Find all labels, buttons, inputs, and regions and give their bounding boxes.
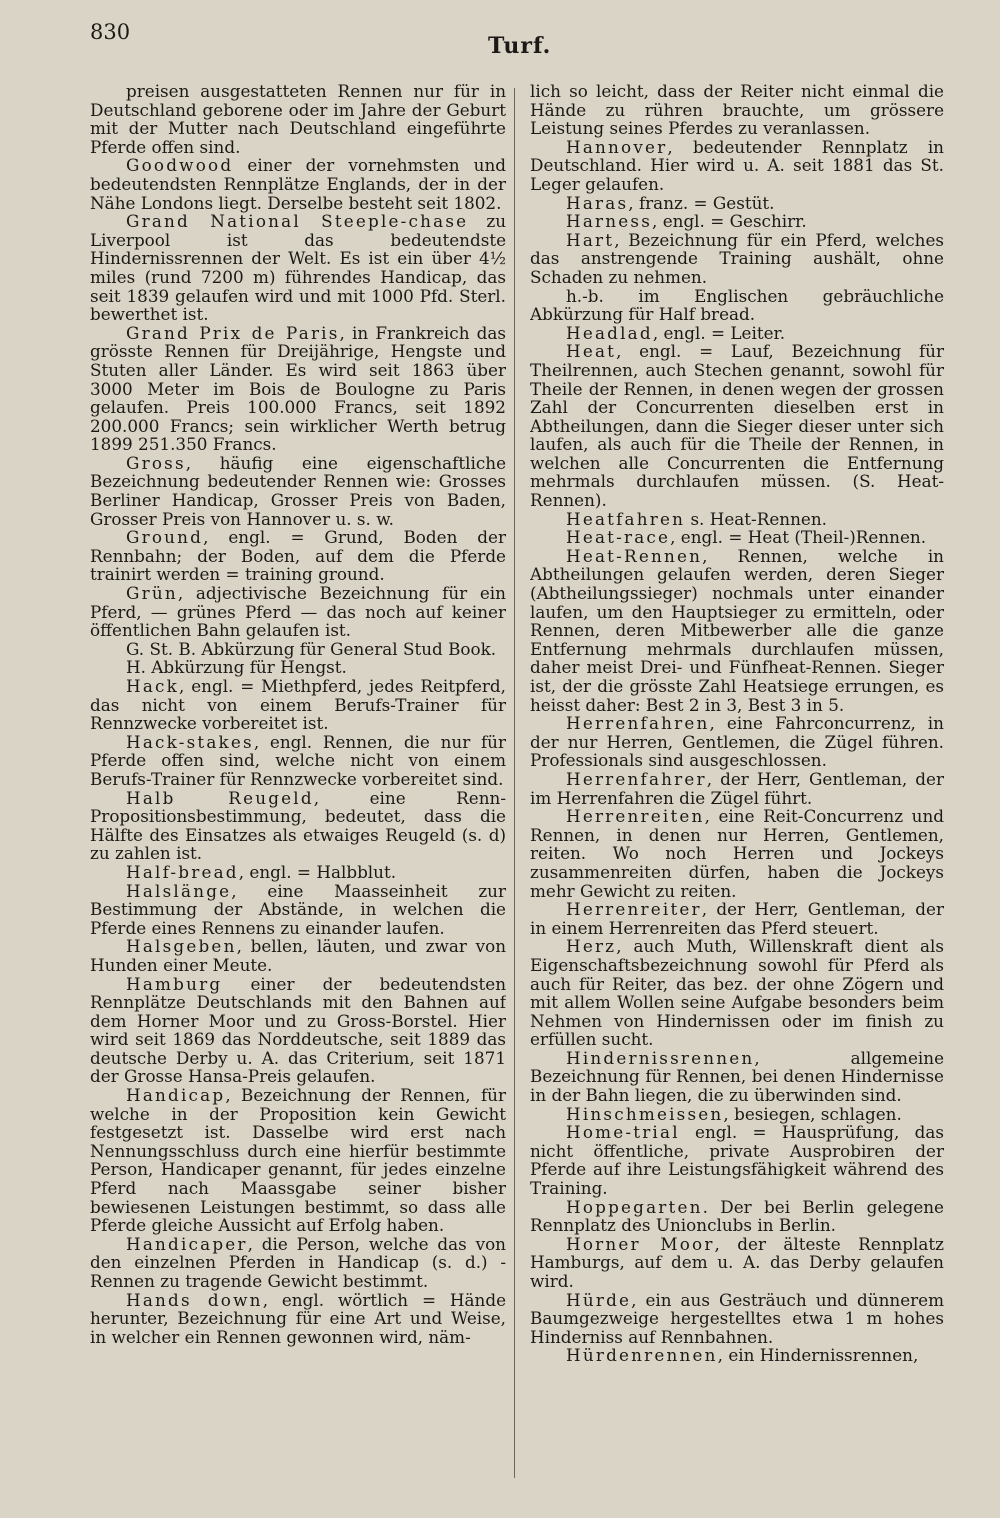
entry-text: , Bezeichnung für ein Pferd, welches das anstrengende Training aushält, ohne Schaden zu nehmen. <box>530 229 944 287</box>
entry-headword: Herrenfahren <box>566 713 710 734</box>
entry-headword: Handicaper <box>126 1233 248 1254</box>
entry-headword: Handicap <box>126 1085 226 1106</box>
dictionary-entry <box>530 138 944 194</box>
entry-text: , adjectivische Bezeichnung für ein Pferd, — grünes Pferd — das noch auf keiner öffentlichen Bahn gelaufen ist. <box>90 583 506 641</box>
entry-headword: Grand National Steeple-chase <box>126 211 469 232</box>
dictionary-entry <box>90 882 506 938</box>
entry-headword: Hack-stakes <box>126 731 254 752</box>
entry-headword: Hoppegarten <box>566 1196 703 1217</box>
entry-headword: Heatfahren <box>566 508 686 529</box>
entry-headword: Hürdenrennen <box>566 1345 718 1366</box>
entry-headword: Hart <box>566 229 615 250</box>
dictionary-entry <box>530 212 944 231</box>
entry-text: , bedeutender Rennplatz in Deutschland. Hier wird u. A. seit 1881 das St. Leger gelaufen. <box>530 136 944 194</box>
entry-headword: Heat <box>566 341 617 362</box>
entry-headword: Gross <box>126 452 186 473</box>
dictionary-entry <box>90 975 506 1087</box>
dictionary-entry <box>530 937 944 1049</box>
dictionary-entry <box>90 528 506 584</box>
entry-text: , der Herr, Gentleman, der im Herrenfahren die Zügel führt. <box>530 768 944 808</box>
dictionary-entry <box>530 900 944 937</box>
dictionary-entry <box>90 212 506 324</box>
dictionary-entry <box>90 82 506 156</box>
entry-text: lich so leicht, dass der Reiter nicht einmal die Hände zu rühren brauchte, um grössere Leistung seines Pferdes zu veranlassen. <box>530 82 944 139</box>
entry-headword: Halb Reugeld <box>126 787 314 808</box>
dictionary-entry <box>530 231 944 287</box>
entry-text: , engl. = Leiter. <box>652 322 786 343</box>
entry-headword: Home-trial <box>566 1122 680 1143</box>
entry-headword: Grand Prix de Paris <box>126 322 340 343</box>
dictionary-entry <box>530 547 944 714</box>
entry-text: zu Liverpool ist das bedeutendste Hindernissrennen der Welt. Es ist ein über 4½ miles (rund 7200 m) führendes Handicap, das seit 1839 gelaufen wird und mit 1000 Pfd. Sterl. bewerthet ist. <box>90 211 506 325</box>
entry-text: , allgemeine Bezeichnung für Rennen, bei denen Hindernisse in der Bahn liegen, die zu überwinden sind. <box>530 1047 944 1106</box>
entry-text: preisen ausgestatteten Rennen nur für in Deutschland geborene oder im Jahre der Geburt mit der Mutter nach Deutschland eingeführte Pferde offen sind. <box>90 82 506 157</box>
entry-text: , bellen, läuten, und zwar von Hunden einer Meute. <box>90 936 506 975</box>
entry-text: , häufig eine eigenschaftliche Bezeichnung bedeutender Rennen wie: Grosses Berliner Handicap, Grosser Preis von Baden, Grosser Preis von Hannover u. s. w. <box>90 452 506 529</box>
entry-text: , eine Renn-Propositionsbestimmung, bedeutet, dass die Hälfte des Einsatzes als etwaiges Reugeld (s. d) zu zahlen ist. <box>90 787 506 864</box>
entry-text: , der Herr, Gentleman, der in einem Herrenreiten das Pferd steuert. <box>530 899 944 938</box>
entry-headword: Hürde <box>566 1289 632 1310</box>
entry-text: , engl. = Halbblut. <box>238 861 397 882</box>
entry-text: , Bezeichnung der Rennen, für welche in der Proposition kein Gewicht festgesetzt ist. Dasselbe wird erst nach Nennungsschluss durch eine hierfür bestimmte Person, Handicaper genannt, für jedes einzelne Pferd nach Maassgabe seiner bisher bewiesenen Leistungen bestimmt, so dass alle Pferde gleiche Aussicht auf Erfolg haben. <box>90 1085 506 1236</box>
dictionary-entry <box>90 640 506 659</box>
entry-text: , engl. = Heat (Theil-)Rennen. <box>670 527 927 548</box>
entry-text: , der älteste Rennplatz Hamburgs, auf dem u. A. das Derby gelaufen wird. <box>530 1233 944 1291</box>
dictionary-entry <box>530 1105 944 1124</box>
entry-text: , in Frankreich das grösste Rennen für Dreijährige, Hengste und Stuten aller Länder. Es wird seit 1863 über 3000 Meter im Bois de Boulogne zu Paris gelaufen. Preis 100.000 Francs, seit 1892 200.000 Francs; sein wirklicher Werth betrug 1899 251.350 Francs. <box>90 322 506 455</box>
entry-headword: Grün <box>126 583 178 604</box>
dictionary-entry <box>530 510 944 529</box>
dictionary-entry <box>90 937 506 974</box>
right-column <box>530 82 944 1502</box>
entry-text: , besiegen, schlagen. <box>723 1103 902 1124</box>
dictionary-entry <box>530 1049 944 1105</box>
entry-headword: Goodwood <box>126 155 234 176</box>
running-head: Turf. <box>488 33 552 59</box>
dictionary-entry <box>530 1346 944 1365</box>
entry-text: s. Heat-Rennen. <box>685 508 827 529</box>
dictionary-entry <box>530 342 944 509</box>
dictionary-entry <box>530 1123 944 1197</box>
entry-headword: Hannover <box>566 136 668 157</box>
entry-headword: Horner Moor <box>566 1233 715 1254</box>
entry-headword: Herz <box>566 936 617 957</box>
entry-text: h.-b. im Englischen gebräuchliche Abkürzung für Half bread. <box>530 285 944 325</box>
dictionary-entry <box>530 287 944 324</box>
entry-headword: Herrenfahrer <box>566 768 707 789</box>
dictionary-entry <box>530 1198 944 1235</box>
entry-text: , engl. = Grund, Boden der Rennbahn; der Boden, auf dem die Pferde trainirt werden = training ground. <box>90 527 506 585</box>
entry-headword: Hands down <box>126 1289 263 1310</box>
entry-text: einer der bedeutendsten Rennplätze Deutschlands mit den Bahnen auf dem Horner Moor und zu Gross-Borstel. Hier wird seit 1869 das Norddeutsche, seit 1889 das deutsche Derby u. A. das Criterium, seit 1871 der Grosse Hansa-Preis gelaufen. <box>90 973 506 1087</box>
dictionary-entry <box>530 82 944 138</box>
entry-text: . Der bei Berlin gelegene Rennplatz des Unionclubs in Berlin. <box>530 1196 944 1236</box>
page-number: 830 <box>90 20 131 44</box>
entry-headword: Hack <box>126 676 180 696</box>
dictionary-entry <box>90 863 506 882</box>
entry-text: , die Person, welche das von den einzelnen Pferden in Handicap (s. d.) -Rennen zu tragende Gewicht bestimmt. <box>90 1233 506 1291</box>
dictionary-entry <box>90 584 506 640</box>
entry-headword: Hinschmeissen <box>566 1103 724 1124</box>
entry-text: , engl. = Lauf, Bezeichnung für Theilrennen, auch Stechen genannt, sowohl für Theile der Rennen, in denen wegen der grossen Zahl der Concurrenten dieselben erst in Abtheilungen, dann die Sieger dieser unter sich laufen, als auch für die Theile der Rennen, in welchen alle Concurrenten die Entfernung mehrmals durchlaufen müssen. (S. Heat-Rennen). <box>530 341 944 511</box>
entry-headword: Ground <box>126 527 204 548</box>
entry-text: H. Abkürzung für Hengst. <box>126 657 347 678</box>
entry-headword: Herrenreiter <box>566 899 702 920</box>
dictionary-entry <box>530 528 944 547</box>
entry-headword: Halslänge <box>126 880 232 901</box>
dictionary-entry <box>90 733 506 789</box>
entry-text: , ein aus Gesträuch und dünnerem Baumgezweige hergestelltes etwa 1 m hohes Hinderniss auf Rennbahnen. <box>530 1289 944 1347</box>
entry-text: , engl. = Geschirr. <box>652 211 807 232</box>
dictionary-entry <box>90 1086 506 1235</box>
entry-headword: Harness <box>566 211 653 232</box>
entry-text: einer der vornehmsten und bedeutendsten Rennplätze Englands, der in der Nähe Londons liegt. Derselbe besteht seit 1802. <box>90 155 506 213</box>
dictionary-entry <box>90 1291 506 1347</box>
column-rule <box>514 88 515 1478</box>
entry-text: , eine Maasseinheit zur Bestimmung der Abstände, in welchen die Pferde eines Rennens zu einander laufen. <box>90 880 506 938</box>
entry-text: , franz. = Gestüt. <box>628 192 775 213</box>
entry-text: , engl. wörtlich = Hände herunter, Bezeichnung für eine Art und Weise, in welcher ein Rennen gewonnen wird, näm- <box>90 1289 506 1347</box>
dictionary-entry <box>530 770 944 807</box>
dictionary-entry <box>530 714 944 770</box>
dictionary-entry <box>90 658 506 677</box>
dictionary-entry <box>530 1291 944 1347</box>
entry-headword: Halsgeben <box>126 936 237 957</box>
entry-text: , ein Hindernissrennen, <box>717 1345 919 1366</box>
dictionary-entry <box>90 1235 506 1291</box>
entry-headword: Hindernissrennen <box>566 1047 755 1068</box>
entry-headword: Half-bread <box>126 861 239 882</box>
dictionary-entry <box>530 1235 944 1291</box>
entry-text: , Rennen, welche in Abtheilungen gelaufen werden, deren Sieger (Abtheilungssieger) nochmals unter einander laufen, um den Hauptsieger zu ermitteln, oder Rennen, deren Mitbewerber alle die ganze Entfernung mehrmals durchlaufen müssen, daher meist Drei- und Fünfheat-Rennen. Sieger ist, der die grösste Zahl Heatsiege errungen, es heisst daher: Best 2 in 3, Best 3 in 5. <box>530 545 944 715</box>
entry-headword: Herrenreiten <box>566 806 705 827</box>
dictionary-entry <box>90 789 506 863</box>
entry-headword: Heat-Rennen <box>566 545 703 566</box>
entry-headword: Hamburg <box>126 973 223 994</box>
entry-text: , eine Fahrconcurrenz, in der nur Herren, Gentlemen, die Zügel führen. Professionals sind ausgeschlossen. <box>530 713 944 771</box>
entry-text: engl. = Hausprüfung, das nicht öffentliche, private Ausprobiren der Pferde auf ihre Leistungsfähigkeit während des Training. <box>530 1122 944 1199</box>
entry-text: , eine Reit-Concurrenz und Rennen, in denen nur Herren, Gentlemen, reiten. Wo noch Herren und Jockeys zusammenreiten dürfen, haben die Jockeys mehr Gewicht zu reiten. <box>530 806 944 901</box>
dictionary-entry <box>90 324 506 454</box>
dictionary-entry <box>90 677 506 733</box>
entry-text: , engl. = Miethpferd, jedes Reitpferd, das nicht von einem Berufs-Trainer für Rennzwecke vorbereitet ist. <box>90 676 506 734</box>
entry-headword: Heat-race <box>566 527 671 548</box>
left-column <box>90 82 506 1502</box>
entry-text: G. St. B. Abkürzung für General Stud Book. <box>126 638 497 659</box>
entry-text: , engl. Rennen, die nur für Pferde offen sind, welche nicht von einem Berufs-Trainer für Rennzwecke vorbereitet sind. <box>90 731 506 789</box>
dictionary-entry <box>530 807 944 900</box>
dictionary-entry <box>530 324 944 343</box>
entry-text: , auch Muth, Willenskraft dient als Eigenschaftsbezeichnung sowohl für Pferd als auch für Reiter, das bez. der ohne Zögern und mit allem Wollen seine Aufgabe besonders beim Nehmen von Hindernissen oder im finish zu erfüllen sucht. <box>530 936 944 1050</box>
dictionary-entry <box>90 156 506 212</box>
dictionary-entry <box>90 454 506 528</box>
entry-headword: Headlad <box>566 322 653 343</box>
dictionary-entry <box>530 194 944 213</box>
entry-headword: Haras <box>566 192 629 213</box>
